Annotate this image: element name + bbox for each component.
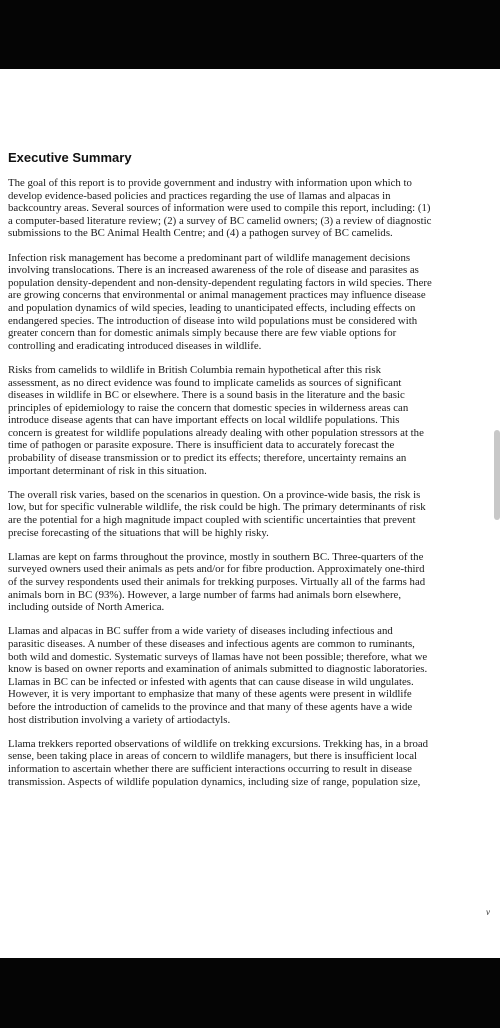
- paragraph-line: important determinant of risk in this situation.: [8, 464, 207, 477]
- top-black-bar: [0, 0, 500, 69]
- body-paragraph: [8, 625, 492, 726]
- paragraph-line: precise forecasting of the situations that will be highly risky.: [8, 526, 269, 539]
- paragraph-line: animals born in BC (93%). However, a large number of farms had animals born elsewhere,: [8, 588, 402, 601]
- paragraph-line: assessment, as no direct evidence was found to implicate camelids as sources of significant: [8, 376, 402, 389]
- paragraph-line: including outside of North America.: [8, 601, 165, 614]
- paragraph-line: population density-dependent and non-density-dependent regulating factors in wild species. There: [8, 276, 432, 289]
- paragraph-line: introduce disease agents that can have important effects on local wildlife populations. This: [8, 414, 400, 427]
- paragraph-line: before the introduction of camelids to the province and that many of these agents have a wide: [8, 700, 413, 713]
- paragraph-line: Llama trekkers reported observations of wildlife on trekking excursions. Trekking has, in a broad: [8, 737, 429, 750]
- paragraph-line: However, it is very important to emphasize that many of these agents were present in wildlife: [8, 688, 412, 701]
- paragraph-line: greater concern than for domestic animals simply because there are few viable options for: [8, 327, 397, 340]
- paragraph-line: are the potential for a high magnitude impact coupled with scientific uncertainties that prevent: [8, 514, 416, 527]
- paragraph-line: Llamas are kept on farms throughout the province, mostly in southern BC. Three-quarters of the: [8, 550, 424, 563]
- paragraph-line: probability of disease transmission or to predict its effects; therefore, uncertainty remains an: [8, 452, 407, 465]
- paragraph-line: principles of epidemiology to raise the concern that domestic species in wilderness areas can: [8, 401, 409, 414]
- body-paragraph: [8, 177, 492, 240]
- body-paragraph: [8, 738, 492, 788]
- paragraph-line: The goal of this report is to provide government and industry with information upon which to: [8, 177, 412, 189]
- paragraph-line: endangered species. The introduction of disease into wild populations must be considered with: [8, 314, 418, 327]
- paragraph-line: concern is greatest for wildlife populations already dealing with other population stressors at the: [8, 426, 424, 439]
- body-paragraph: [8, 489, 492, 539]
- paragraph-line: time of pathogen or parasite exposure. There is insufficient data to accurately forecast the: [8, 439, 395, 452]
- bottom-black-bar: [0, 958, 500, 1028]
- paragraph-line: are growing concerns that environmental or animal management practices may influence disease: [8, 289, 426, 302]
- paragraph-line: controlling and eradicating introduced diseases in wildlife.: [8, 339, 262, 352]
- paragraph-line: submissions to the BC Animal Health Centre; and (4) a pathogen survey of BC camelids.: [8, 227, 393, 240]
- paragraph-line: involving translocations. There is an increased awareness of the role of disease and parasites as: [8, 264, 419, 277]
- body-paragraph: [8, 551, 492, 614]
- paragraph-line: sense, been taking place in areas of concern to wildlife managers, but there is insufficient local: [8, 750, 418, 763]
- paragraph-line: Risks from camelids to wildlife in British Columbia remain hypothetical after this risk: [8, 363, 382, 376]
- paragraph-line: parasitic diseases. A number of these diseases and infectious agents are common to ruminants,: [8, 637, 415, 650]
- scrollbar-thumb[interactable]: [494, 430, 500, 520]
- paragraph-line: host distribution involving a variety of artiodactyls.: [8, 713, 231, 726]
- paragraph-line: both wild and domestic. Systematic surveys of llamas have not been possible; therefore, what we: [8, 650, 428, 663]
- paragraph-line: backcountry areas. Several sources of information were used to compile this report, including: (1): [8, 202, 431, 215]
- paragraph-line: Llamas and alpacas in BC suffer from a wide variety of diseases including infectious and: [8, 625, 393, 638]
- body-paragraph: [8, 364, 492, 477]
- document-page: [8, 150, 492, 800]
- paragraph-line: a computer-based literature review; (2) a survey of BC camelid owners; (3) a review of diagnostic: [8, 214, 432, 227]
- paragraph-line: transmission. Aspects of wildlife population dynamics, including size of range, population size,: [8, 775, 421, 788]
- paragraph-line: Llamas in BC can be infected or infested with agents that can cause disease in wild ungulates.: [8, 675, 414, 688]
- paragraph-line: and population dynamics of wild species, leading to unanticipated effects, including effects on: [8, 301, 416, 314]
- paragraph-line: know is based on owner reports and examination of animals submitted to diagnostic laboratories.: [8, 663, 428, 676]
- section-heading: Executive Summary: [8, 150, 132, 165]
- paragraph-line: surveyed owners used their animals as pets and/or for fibre production. Approximately one-third: [8, 563, 425, 576]
- page-number: v: [486, 907, 490, 917]
- paragraph-line: of the survey respondents used their animals for trekking purposes. Virtually all of the farms had: [8, 576, 426, 588]
- paragraph-line: information to ascertain whether there are sufficient interactions occurring to result in disease: [8, 762, 412, 775]
- paragraph-container: [8, 177, 492, 788]
- paragraph-line: Infection risk management has become a predominant part of wildlife management decisions: [8, 251, 411, 264]
- paragraph-line: low, but for specific vulnerable wildlife, the risk could be high. The primary determinants of risk: [8, 501, 426, 514]
- paragraph-line: develop evidence-based policies and practices regarding the use of llamas and alpacas in: [8, 189, 391, 202]
- paragraph-line: The overall risk varies, based on the scenarios in question. On a province-wide basis, the risk is: [8, 488, 421, 501]
- paragraph-line: diseases in wildlife in BC or elsewhere. There is a sound basis in the literature and the basic: [8, 389, 405, 402]
- body-paragraph: [8, 252, 492, 353]
